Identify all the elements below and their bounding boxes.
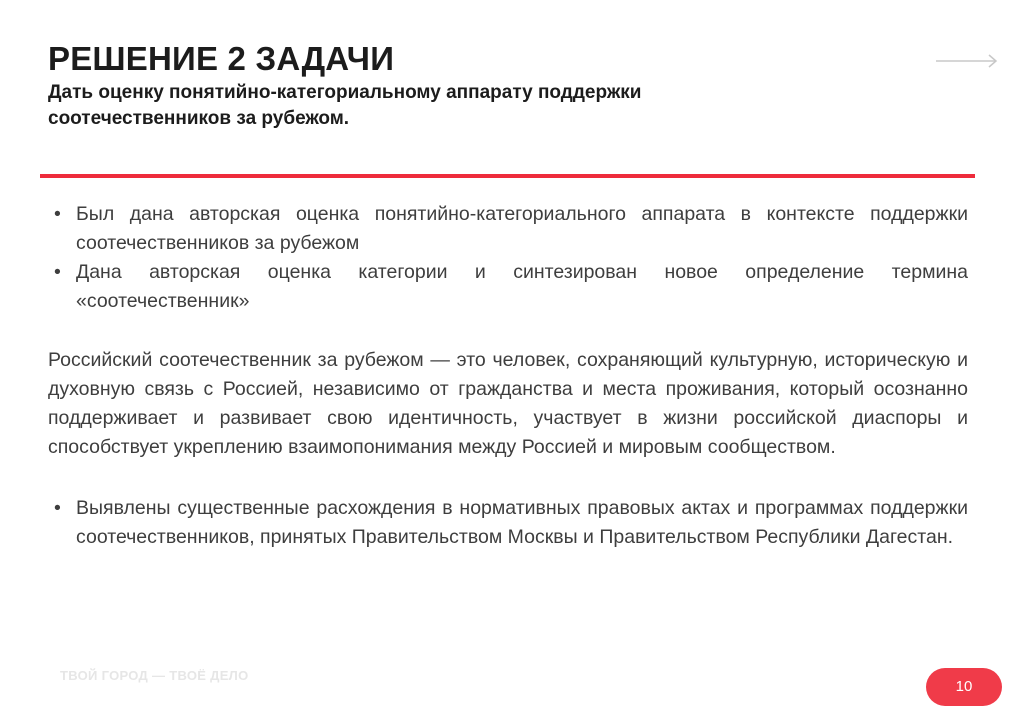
- slide-body: [48, 200, 968, 552]
- bullet-item: • Выявлены существенные расхождения в нормативных правовых актах и программах поддержки соотечественников, принятых Правительством Москвы и Правительством Республики Дагестан.: [48, 494, 968, 552]
- footer-brand: ТВОЙ ГОРОД — ТВОЁ ДЕЛО: [60, 668, 249, 683]
- definition-paragraph: Российский соотечественник за рубежом — это человек, сохраняющий культурную, историческую и духовную связь с Россией, независимо от гражданства и места проживания, который осознанно поддерживает и развивает свою идентичность, участвует в жизни российской диаспоры и способствует укреплению взаимопонимания между Россией и мировым сообществом.: [48, 349, 968, 458]
- bullet-list-bottom: [48, 494, 968, 552]
- bullet-item: • Был дана авторская оценка понятийно-категориального аппарата в контексте поддержки соотечественников за рубежом: [48, 200, 968, 258]
- slide-title: РЕШЕНИЕ 2 ЗАДАЧИ: [48, 40, 395, 77]
- page-number-badge: 10: [926, 668, 1002, 706]
- bullet-item: • Дана авторская оценка категории и синтезирован новое определение термина «соотечественник»: [48, 258, 968, 316]
- header-divider: [40, 174, 975, 178]
- slide-subtitle: Дать оценку понятийно-категориальному аппарату поддержки соотечественников за рубежом.: [48, 82, 642, 129]
- arrow-right-icon[interactable]: [934, 52, 1000, 70]
- bullet-list-top: [48, 200, 968, 316]
